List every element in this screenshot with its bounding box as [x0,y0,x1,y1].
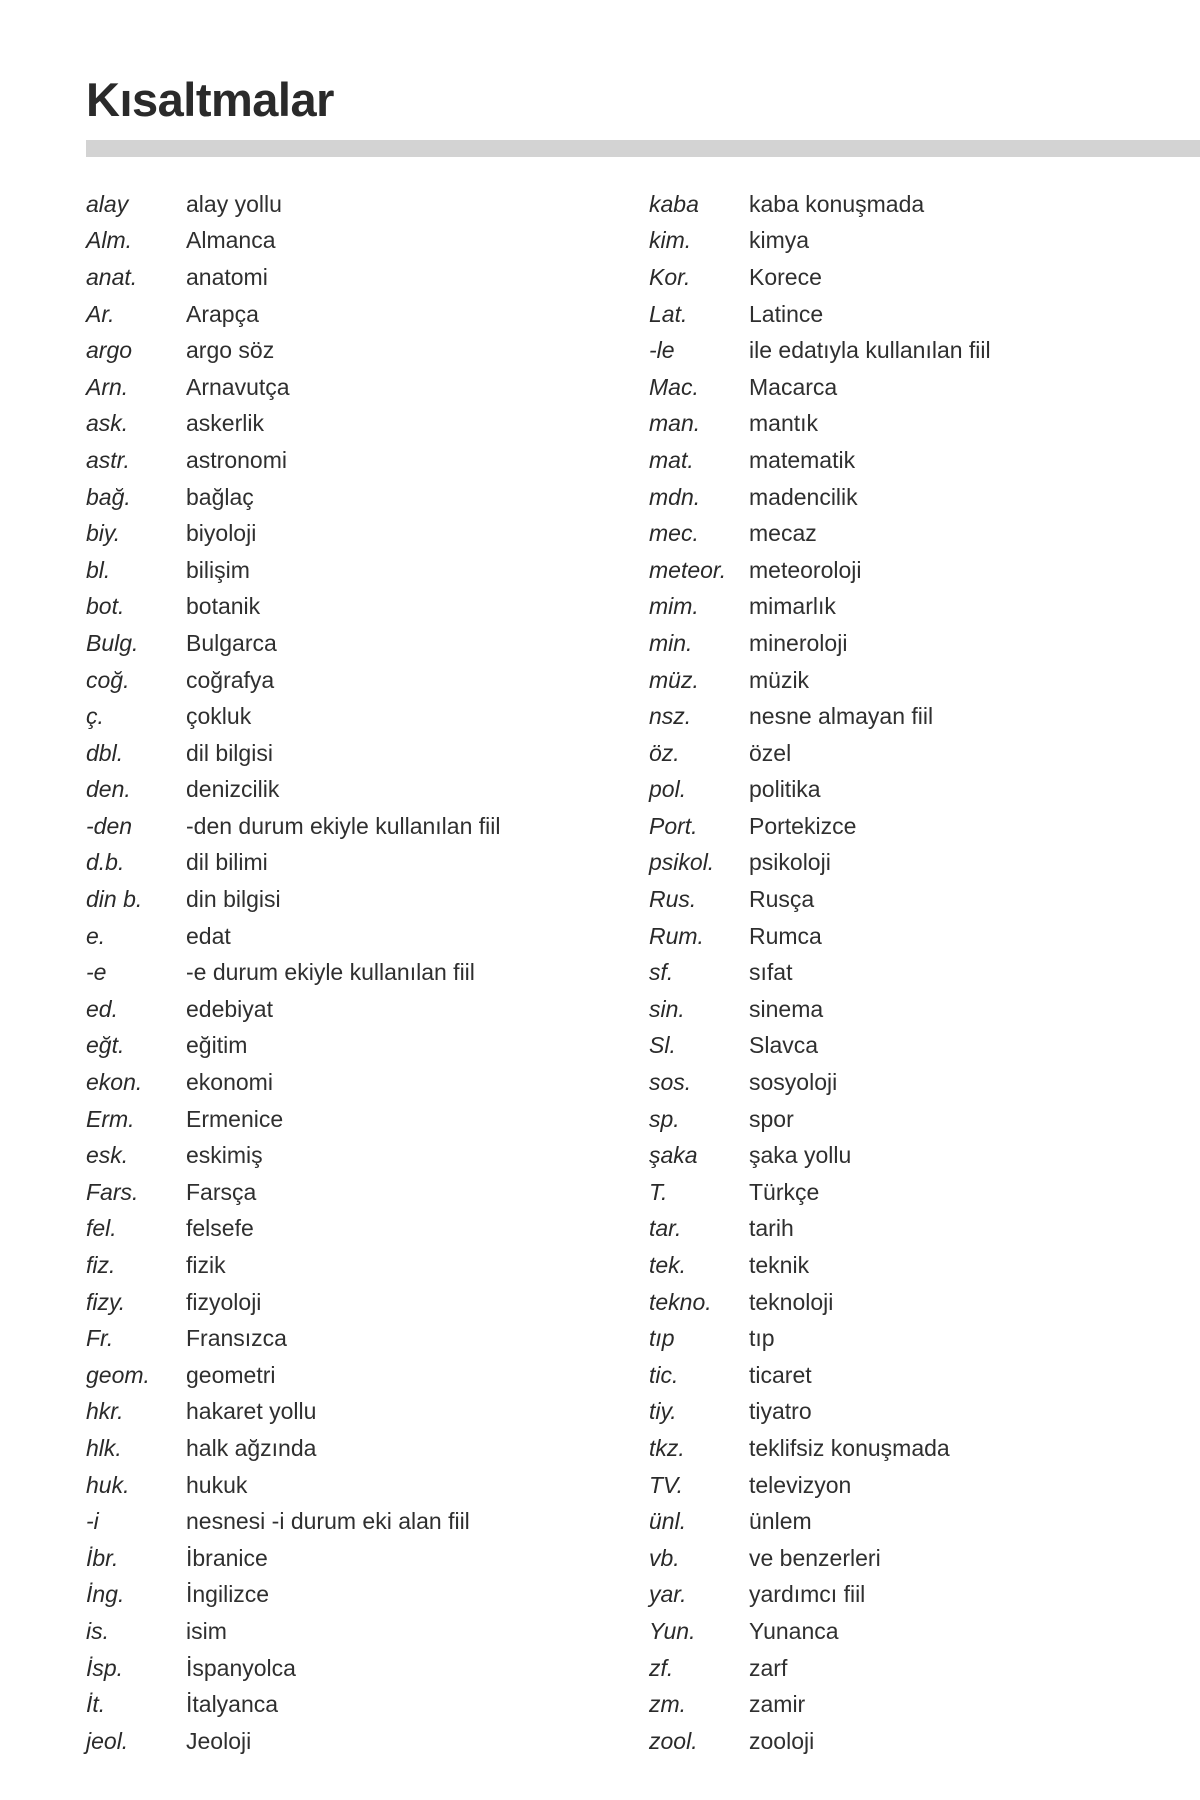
abbreviation-term: fiz. [86,1252,116,1279]
abbreviation-meaning: tiyatro [749,1398,812,1425]
abbreviation-term: fel. [86,1215,117,1242]
abbreviation-meaning: ekonomi [186,1069,273,1096]
abbreviation-row [86,991,646,1028]
abbreviation-term: pol. [649,776,687,803]
abbreviation-row [649,1613,1200,1650]
abbreviation-term: man. [649,410,701,437]
abbreviation-term: geom. [86,1361,150,1388]
abbreviation-row [86,1357,646,1394]
abbreviation-term: -le [649,337,675,364]
abbreviation-term: ask. [86,410,129,437]
abbreviation-row [86,1577,646,1614]
abbreviation-term: mim. [649,593,699,620]
abbreviation-row [86,332,646,369]
abbreviation-term: Yun. [649,1617,696,1644]
abbreviation-term: yar. [649,1581,687,1608]
abbreviation-term: kim. [649,227,692,254]
abbreviation-meaning: madencilik [749,483,858,510]
abbreviation-term: nsz. [649,703,692,730]
abbreviation-meaning: teknik [749,1252,810,1279]
abbreviation-term: din b. [86,886,143,913]
abbreviation-term: -i [86,1508,99,1535]
abbreviation-meaning: zarf [749,1654,788,1681]
abbreviation-row [649,1284,1200,1321]
abbreviation-row [86,625,646,662]
abbreviation-meaning: ünlem [749,1508,812,1535]
abbreviation-row [86,662,646,699]
abbreviation-meaning: Bulgarca [186,629,277,656]
abbreviation-row [649,1577,1200,1614]
abbreviation-row [649,1650,1200,1687]
abbreviation-meaning: geometri [186,1361,276,1388]
abbreviation-row [86,442,646,479]
abbreviation-meaning: Yunanca [749,1617,839,1644]
abbreviation-term: vb. [649,1544,680,1571]
abbreviation-term: -den [86,812,133,839]
abbreviation-row [86,223,646,260]
abbreviation-row [86,515,646,552]
abbreviation-row [86,1540,646,1577]
abbreviation-term: sos. [649,1069,692,1096]
abbreviation-meaning: felsefe [186,1215,254,1242]
abbreviation-meaning: Arnavutça [186,373,290,400]
abbreviation-row [649,1247,1200,1284]
abbreviation-row [86,918,646,955]
abbreviation-term: mdn. [649,483,701,510]
abbreviation-row [649,1211,1200,1248]
abbreviation-term: sf. [649,959,674,986]
abbreviation-row [86,735,646,772]
abbreviation-row [649,259,1200,296]
abbreviation-term: hkr. [86,1398,124,1425]
abbreviation-row [86,1394,646,1431]
abbreviation-row [649,1320,1200,1357]
abbreviation-meaning: sosyoloji [749,1069,838,1096]
abbreviation-row [649,1686,1200,1723]
abbreviation-term: min. [649,629,693,656]
abbreviation-row [649,662,1200,699]
abbreviation-column-left [86,186,646,1760]
abbreviation-term: Arn. [86,373,129,400]
abbreviation-meaning: ticaret [749,1361,812,1388]
abbreviation-term: ekon. [86,1069,143,1096]
abbreviation-meaning: -e durum ekiyle kullanılan fiil [186,959,475,986]
abbreviation-meaning: eskimiş [186,1142,263,1169]
abbreviation-meaning: Türkçe [749,1178,820,1205]
abbreviation-term: hlk. [86,1434,122,1461]
abbreviation-row [86,808,646,845]
abbreviation-term: -e [86,959,107,986]
abbreviation-term: is. [86,1617,109,1644]
abbreviation-meaning: sıfat [749,959,793,986]
abbreviation-term: İng. [86,1581,125,1608]
abbreviation-meaning: -den durum ekiyle kullanılan fiil [186,812,501,839]
abbreviation-row [649,223,1200,260]
abbreviation-term: den. [86,776,131,803]
abbreviation-row [86,1320,646,1357]
abbreviation-term: coğ. [86,666,130,693]
abbreviation-term: astr. [86,446,130,473]
abbreviation-term: meteor. [649,556,727,583]
abbreviation-row [649,845,1200,882]
abbreviation-row [649,881,1200,918]
abbreviation-row [649,1028,1200,1065]
abbreviation-meaning: Jeoloji [186,1727,252,1754]
abbreviation-term: bl. [86,556,111,583]
abbreviation-meaning: nesnesi -i durum eki alan fiil [186,1508,470,1535]
abbreviation-row [86,479,646,516]
abbreviation-meaning: mimarlık [749,593,836,620]
abbreviation-row [86,1467,646,1504]
abbreviation-row [86,845,646,882]
abbreviation-meaning: kimya [749,227,810,254]
abbreviation-row [86,698,646,735]
abbreviation-meaning: teklifsiz konuşmada [749,1434,950,1461]
abbreviation-term: Fars. [86,1178,139,1205]
abbreviation-meaning: tıp [749,1325,775,1352]
abbreviation-term: tek. [649,1252,687,1279]
abbreviation-row [86,1613,646,1650]
abbreviation-term: huk. [86,1471,130,1498]
abbreviation-row [649,1137,1200,1174]
abbreviation-meaning: Arapça [186,300,259,327]
abbreviation-row [86,1101,646,1138]
abbreviation-term: psikol. [649,849,715,876]
abbreviation-meaning: biyoloji [186,520,257,547]
abbreviation-meaning: anatomi [186,263,268,290]
abbreviation-meaning: ile edatıyla kullanılan fiil [749,337,991,364]
abbreviation-meaning: İspanyolca [186,1654,296,1681]
abbreviation-term: ed. [86,995,118,1022]
abbreviation-term: biy. [86,520,121,547]
abbreviation-term: tıp [649,1325,675,1352]
abbreviation-meaning: politika [749,776,821,803]
abbreviation-meaning: botanik [186,593,261,620]
abbreviation-row [649,1064,1200,1101]
abbreviation-term: jeol. [86,1727,129,1754]
abbreviation-meaning: çokluk [186,703,252,730]
abbreviation-meaning: hakaret yollu [186,1398,317,1425]
abbreviation-row [649,1394,1200,1431]
abbreviation-row [86,1284,646,1321]
title-rule [86,140,1200,157]
page-title: Kısaltmalar [86,73,334,126]
abbreviation-row [649,1357,1200,1394]
abbreviation-term: ç. [86,703,104,730]
abbreviation-row [649,332,1200,369]
abbreviation-row [86,406,646,443]
abbreviation-meaning: mecaz [749,520,817,547]
abbreviation-term: öz. [649,739,680,766]
abbreviation-meaning: zamir [749,1691,806,1718]
abbreviation-meaning: psikoloji [749,849,831,876]
abbreviation-meaning: Korece [749,263,822,290]
abbreviation-meaning: hukuk [186,1471,248,1498]
abbreviation-meaning: Latince [749,300,824,327]
abbreviation-term: kaba [649,190,699,217]
abbreviation-meaning: halk ağzında [186,1434,317,1461]
abbreviation-term: fizy. [86,1288,126,1315]
abbreviation-term: tiy. [649,1398,677,1425]
abbreviation-term: İsp. [86,1654,124,1681]
abbreviation-meaning: televizyon [749,1471,852,1498]
abbreviation-term: eğt. [86,1032,125,1059]
abbreviation-term: bağ. [86,483,131,510]
abbreviation-meaning: Ermenice [186,1105,284,1132]
abbreviation-meaning: bilişim [186,556,250,583]
abbreviation-meaning: tarih [749,1215,794,1242]
abbreviation-meaning: Rumca [749,922,822,949]
abbreviation-row [86,1503,646,1540]
abbreviation-row [649,515,1200,552]
abbreviation-row [86,881,646,918]
abbreviation-meaning: İtalyanca [186,1691,279,1718]
abbreviation-row [86,1650,646,1687]
abbreviation-meaning: Almanca [186,227,276,254]
abbreviation-term: tic. [649,1361,679,1388]
abbreviation-meaning: edat [186,922,231,949]
abbreviation-term: şaka [649,1142,698,1169]
abbreviation-term: tkz. [649,1434,685,1461]
abbreviation-meaning: askerlik [186,410,264,437]
abbreviation-term: mec. [649,520,699,547]
abbreviation-meaning: nesne almayan fiil [749,703,934,730]
abbreviation-row [86,1211,646,1248]
abbreviation-meaning: mineroloji [749,629,848,656]
abbreviation-meaning: coğrafya [186,666,275,693]
abbreviation-row [649,991,1200,1028]
abbreviation-term: mat. [649,446,694,473]
abbreviation-meaning: Farsça [186,1178,257,1205]
abbreviation-term: alay [86,190,129,217]
abbreviation-row [649,918,1200,955]
abbreviation-row [649,186,1200,223]
abbreviation-meaning: mantık [749,410,819,437]
abbreviation-term: İt. [86,1691,106,1718]
abbreviation-term: zf. [649,1654,674,1681]
abbreviation-row [86,1247,646,1284]
abbreviation-meaning: dil bilimi [186,849,268,876]
abbreviation-row [649,772,1200,809]
abbreviation-row [86,1064,646,1101]
abbreviation-meaning: isim [186,1617,227,1644]
abbreviation-row [649,1430,1200,1467]
abbreviation-term: Sl. [649,1032,676,1059]
abbreviation-term: Ar. [86,300,115,327]
abbreviation-term: Bulg. [86,629,139,656]
abbreviation-row [649,406,1200,443]
abbreviation-term: dbl. [86,739,124,766]
abbreviation-term: Lat. [649,300,688,327]
abbreviation-term: anat. [86,263,138,290]
abbreviation-term: bot. [86,593,125,620]
abbreviation-meaning: argo söz [186,337,275,364]
abbreviation-meaning: sinema [749,995,824,1022]
abbreviation-row [649,1723,1200,1760]
abbreviation-meaning: din bilgisi [186,886,281,913]
abbreviation-term: Rum. [649,922,704,949]
abbreviation-row [86,1174,646,1211]
abbreviation-meaning: İbranice [186,1544,268,1571]
abbreviation-term: Mac. [649,373,699,400]
abbreviation-row [649,625,1200,662]
abbreviation-row [649,698,1200,735]
abbreviation-row [649,296,1200,333]
abbreviation-row [649,1503,1200,1540]
abbreviation-term: Kor. [649,263,691,290]
abbreviation-meaning: astronomi [186,446,287,473]
abbreviation-row [86,259,646,296]
abbreviation-term: Port. [649,812,698,839]
abbreviation-row [649,1540,1200,1577]
abbreviation-meaning: eğitim [186,1032,248,1059]
abbreviation-meaning: matematik [749,446,856,473]
abbreviation-term: esk. [86,1142,129,1169]
abbreviation-row [649,552,1200,589]
abbreviation-meaning: Portekizce [749,812,857,839]
abbreviation-row [649,735,1200,772]
abbreviation-term: zool. [649,1727,698,1754]
abbreviation-term: Rus. [649,886,697,913]
abbreviation-row [86,1723,646,1760]
abbreviation-row [649,1101,1200,1138]
abbreviation-term: Erm. [86,1105,135,1132]
abbreviation-term: e. [86,922,106,949]
abbreviation-meaning: denizcilik [186,776,280,803]
abbreviation-row [86,1137,646,1174]
abbreviation-row [86,1430,646,1467]
abbreviation-term: müz. [649,666,699,693]
abbreviation-term: ünl. [649,1508,687,1535]
abbreviation-meaning: ve benzerleri [749,1544,881,1571]
abbreviation-term: T. [649,1178,668,1205]
abbreviation-term: sin. [649,995,685,1022]
abbreviation-term: sp. [649,1105,680,1132]
abbreviation-term: İbr. [86,1544,119,1571]
abbreviation-row [86,552,646,589]
abbreviation-term: d.b. [86,849,125,876]
abbreviation-row [86,589,646,626]
abbreviation-meaning: Macarca [749,373,838,400]
abbreviation-term: zm. [649,1691,687,1718]
abbreviation-column-right [649,186,1200,1760]
abbreviation-row [86,1028,646,1065]
abbreviation-row [86,296,646,333]
abbreviation-term: TV. [649,1471,684,1498]
abbreviation-meaning: Slavca [749,1032,819,1059]
abbreviation-meaning: spor [749,1105,794,1132]
abbreviation-meaning: bağlaç [186,483,254,510]
abbreviation-row [649,1174,1200,1211]
abbreviation-meaning: alay yollu [186,190,282,217]
abbreviation-meaning: dil bilgisi [186,739,273,766]
abbreviation-meaning: fizik [186,1252,226,1279]
abbreviation-meaning: kaba konuşmada [749,190,925,217]
abbreviation-meaning: Fransızca [186,1325,287,1352]
abbreviation-row [649,589,1200,626]
abbreviation-term: argo [86,337,133,364]
abbreviation-term: Fr. [86,1325,114,1352]
abbreviation-meaning: zooloji [749,1727,815,1754]
abbreviation-meaning: İngilizce [186,1581,270,1608]
abbreviation-row [649,808,1200,845]
abbreviation-meaning: şaka yollu [749,1142,852,1169]
abbreviation-term: tar. [649,1215,682,1242]
abbreviation-row [86,1686,646,1723]
abbreviation-row [86,954,646,991]
abbreviation-row [86,186,646,223]
abbreviation-meaning: Rusça [749,886,815,913]
abbreviation-meaning: yardımcı fiil [749,1581,866,1608]
abbreviation-term: tekno. [649,1288,712,1315]
abbreviation-term: Alm. [86,227,132,254]
abbreviation-row [649,479,1200,516]
abbreviation-row [86,772,646,809]
abbreviation-meaning: fizyoloji [186,1288,262,1315]
abbreviation-row [86,369,646,406]
abbreviation-meaning: müzik [749,666,810,693]
abbreviation-row [649,442,1200,479]
abbreviation-meaning: teknoloji [749,1288,834,1315]
abbreviation-row [649,1467,1200,1504]
abbreviation-row [649,954,1200,991]
abbreviation-meaning: meteoroloji [749,556,862,583]
abbreviation-meaning: özel [749,739,792,766]
abbreviation-row [649,369,1200,406]
abbreviation-meaning: edebiyat [186,995,273,1022]
